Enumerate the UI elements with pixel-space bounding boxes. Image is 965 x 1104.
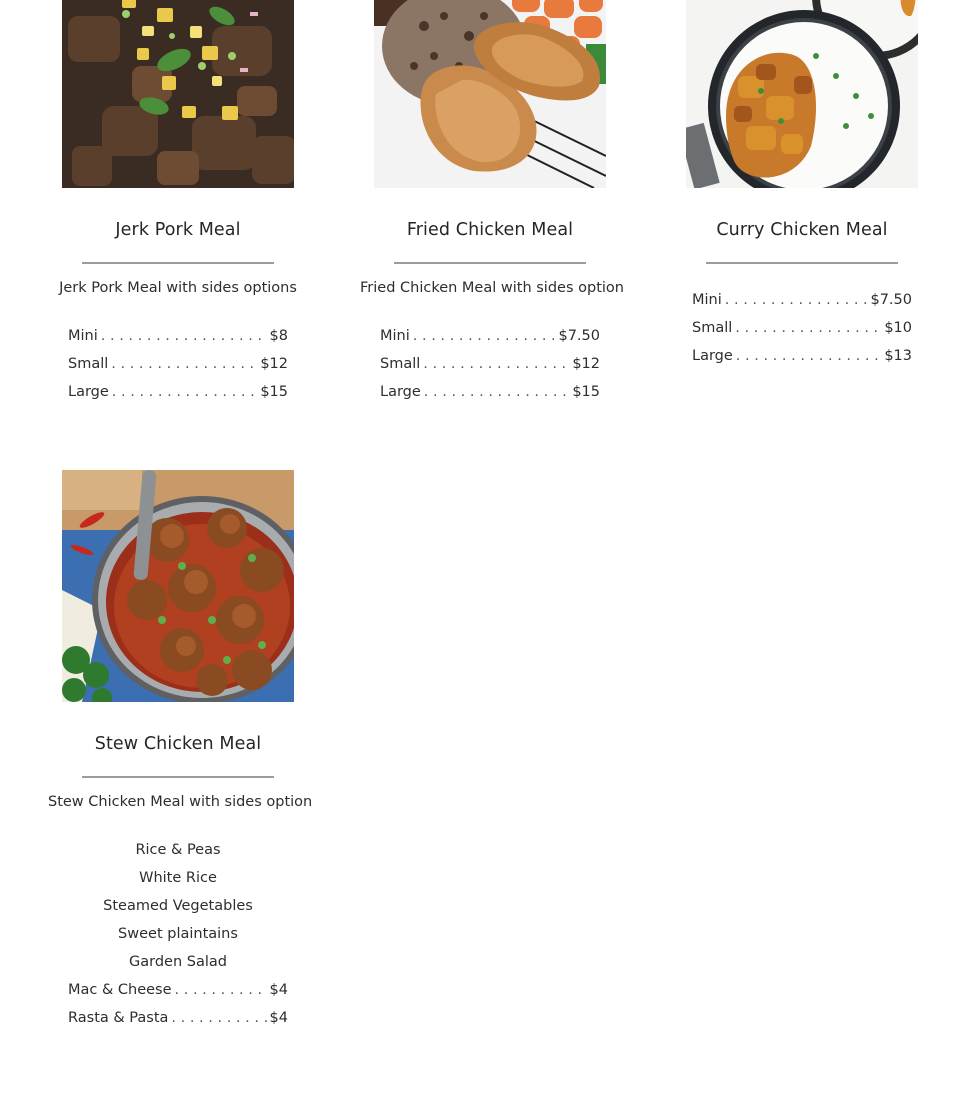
menu-card-fried-chicken bbox=[360, 0, 624, 420]
menu-card-jerk-pork bbox=[48, 0, 308, 420]
price-value: $12 bbox=[572, 356, 600, 372]
price-value: $7.50 bbox=[558, 328, 600, 344]
fried-chicken-photo bbox=[374, 0, 606, 188]
meal-description: Jerk Pork Meal with sides options bbox=[59, 280, 297, 296]
leader-dots bbox=[735, 319, 881, 337]
leader-dots bbox=[424, 383, 570, 401]
size-label: Large bbox=[380, 384, 421, 400]
leader-dots bbox=[171, 1009, 266, 1027]
side-option: Sweet plaintains bbox=[118, 926, 238, 942]
size-label: Large bbox=[68, 384, 109, 400]
price-row-mini bbox=[68, 327, 288, 345]
price-value: $15 bbox=[260, 384, 288, 400]
meal-title: Curry Chicken Meal bbox=[716, 220, 888, 240]
meal-description: Fried Chicken Meal with sides option bbox=[360, 280, 624, 296]
size-label: Mini bbox=[68, 328, 98, 344]
leader-dots bbox=[112, 383, 258, 401]
price-row-small bbox=[380, 355, 600, 373]
side-option: Rice & Peas bbox=[135, 842, 221, 858]
size-label: Small bbox=[692, 320, 733, 336]
meal-title: Fried Chicken Meal bbox=[406, 220, 574, 240]
price-value: $10 bbox=[884, 320, 912, 336]
price-row-mini bbox=[692, 291, 912, 309]
title-divider bbox=[706, 262, 898, 264]
size-label: Small bbox=[380, 356, 421, 372]
price-value: $4 bbox=[269, 1010, 288, 1026]
price-row-mini bbox=[380, 327, 600, 345]
leader-dots bbox=[736, 347, 882, 365]
price-value: $7.50 bbox=[870, 292, 912, 308]
price-row-small bbox=[68, 355, 288, 373]
menu-card-curry-chicken bbox=[672, 0, 932, 400]
price-value: $8 bbox=[269, 328, 288, 344]
side-option: White Rice bbox=[139, 870, 217, 886]
size-label: Mini bbox=[380, 328, 410, 344]
leader-dots bbox=[413, 327, 556, 345]
price-value: $15 bbox=[572, 384, 600, 400]
stew-chicken-photo bbox=[62, 470, 294, 702]
extra-label: Mac & Cheese bbox=[68, 982, 172, 998]
title-divider bbox=[82, 262, 274, 264]
price-value: $12 bbox=[260, 356, 288, 372]
meal-title: Stew Chicken Meal bbox=[94, 734, 262, 754]
price-row-large bbox=[68, 383, 288, 401]
jerk-pork-photo bbox=[62, 0, 294, 188]
leader-dots bbox=[111, 355, 257, 373]
title-divider bbox=[82, 776, 274, 778]
price-value: $13 bbox=[884, 348, 912, 364]
leader-dots bbox=[423, 355, 569, 373]
price-row-large bbox=[692, 347, 912, 365]
price-row-small bbox=[692, 319, 912, 337]
size-label: Small bbox=[68, 356, 109, 372]
leader-dots bbox=[725, 291, 868, 309]
price-row-large bbox=[380, 383, 600, 401]
meal-description: Stew Chicken Meal with sides option bbox=[48, 794, 313, 810]
side-option: Steamed Vegetables bbox=[103, 898, 253, 914]
size-label: Mini bbox=[692, 292, 722, 308]
curry-chicken-photo bbox=[686, 0, 918, 188]
size-label: Large bbox=[692, 348, 733, 364]
leader-dots bbox=[101, 327, 267, 345]
meal-title: Jerk Pork Meal bbox=[115, 220, 241, 240]
title-divider bbox=[394, 262, 586, 264]
extra-row-rasta-pasta bbox=[68, 1009, 288, 1027]
menu-card-stew-chicken bbox=[48, 470, 313, 1050]
side-option: Garden Salad bbox=[129, 954, 227, 970]
price-value: $4 bbox=[269, 982, 288, 998]
extra-label: Rasta & Pasta bbox=[68, 1010, 169, 1026]
leader-dots bbox=[175, 981, 267, 999]
extra-row-mac-cheese bbox=[68, 981, 288, 999]
